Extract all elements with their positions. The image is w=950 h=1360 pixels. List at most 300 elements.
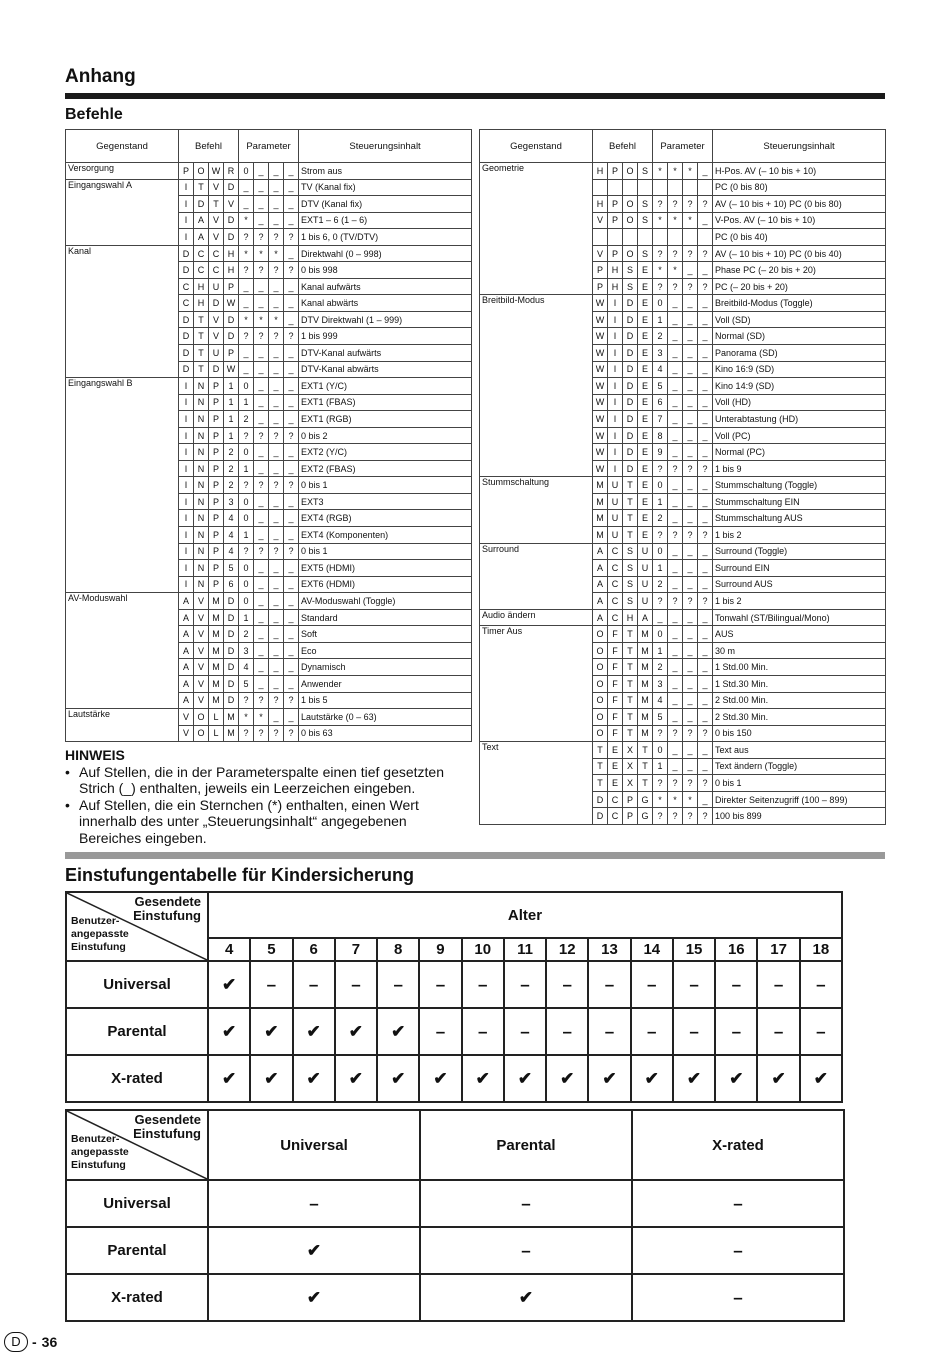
- command-char: [593, 229, 608, 246]
- rating-mark: –: [632, 1227, 844, 1274]
- description-cell: Kino 16:9 (SD): [713, 361, 886, 378]
- rating-row: [66, 1274, 844, 1321]
- description-cell: EXT3: [299, 493, 472, 510]
- description-cell: 100 bis 899: [713, 808, 886, 825]
- parameter-char: _: [269, 510, 284, 527]
- rating-mark: ✔: [250, 1008, 292, 1055]
- command-char: D: [623, 345, 638, 362]
- group-cell: [66, 642, 179, 659]
- command-char: C: [608, 791, 623, 808]
- command-char: 2: [224, 477, 239, 494]
- group-cell: [480, 311, 593, 328]
- parameter-char: ?: [239, 262, 254, 279]
- parameter-char: ?: [239, 477, 254, 494]
- description-cell: Anwender: [299, 675, 472, 692]
- parameter-char: *: [668, 212, 683, 229]
- command-char: W: [593, 311, 608, 328]
- parameter-char: _: [254, 460, 269, 477]
- command-char: L: [209, 709, 224, 726]
- parameter-char: *: [668, 791, 683, 808]
- description-cell: Standard: [299, 609, 472, 626]
- command-char: I: [179, 477, 194, 494]
- rating-mark: ✔: [208, 1008, 250, 1055]
- description-cell: 2 Std.00 Min.: [713, 692, 886, 709]
- command-char: D: [224, 642, 239, 659]
- group-cell: [66, 493, 179, 510]
- command-char: F: [608, 659, 623, 676]
- command-char: S: [623, 593, 638, 610]
- parameter-char: [653, 229, 668, 246]
- table-row: [66, 593, 472, 610]
- parameter-char: ?: [254, 328, 269, 345]
- parameter-char: _: [668, 427, 683, 444]
- command-char: O: [593, 626, 608, 643]
- age-cell: 10: [462, 938, 504, 961]
- command-char: I: [179, 196, 194, 213]
- command-char: S: [638, 163, 653, 180]
- parameter-char: _: [668, 626, 683, 643]
- command-char: E: [638, 378, 653, 395]
- parameter-char: _: [668, 742, 683, 759]
- parameter-char: _: [698, 692, 713, 709]
- parameter-char: 2: [239, 411, 254, 428]
- command-char: D: [593, 808, 608, 825]
- description-cell: 1 bis 5: [299, 692, 472, 709]
- parameter-char: 5: [653, 378, 668, 395]
- parameter-char: _: [284, 560, 299, 577]
- command-char: V: [593, 212, 608, 229]
- group-cell: [480, 427, 593, 444]
- rating-mark: –: [632, 1180, 844, 1227]
- parameter-char: _: [683, 709, 698, 726]
- rating-mark: –: [632, 1274, 844, 1321]
- parameter-char: 3: [653, 675, 668, 692]
- rating-label: Universal: [66, 1180, 208, 1227]
- rating-mark: ✔: [208, 1227, 420, 1274]
- parameter-char: 5: [653, 709, 668, 726]
- parameter-char: _: [239, 345, 254, 362]
- parameter-char: ?: [653, 593, 668, 610]
- description-cell: EXT6 (HDMI): [299, 576, 472, 593]
- description-cell: DTV-Kanal aufwärts: [299, 345, 472, 362]
- parameter-char: _: [269, 411, 284, 428]
- group-cell: [480, 444, 593, 461]
- command-char: E: [638, 295, 653, 312]
- description-cell: 0 bis 1: [299, 543, 472, 560]
- rating-mark: –: [631, 961, 673, 1008]
- command-char: I: [608, 345, 623, 362]
- command-char: I: [608, 295, 623, 312]
- command-char: H: [608, 262, 623, 279]
- group-cell: [66, 560, 179, 577]
- command-char: 5: [224, 560, 239, 577]
- rating-row: [66, 1227, 844, 1274]
- command-char: T: [638, 775, 653, 792]
- description-cell: Voll (SD): [713, 311, 886, 328]
- parameter-char: 0: [653, 742, 668, 759]
- table-row: [66, 427, 472, 444]
- group-cell: [66, 725, 179, 742]
- table-row: [66, 659, 472, 676]
- parameter-char: *: [239, 709, 254, 726]
- parameter-char: 2: [653, 510, 668, 527]
- command-char: W: [224, 295, 239, 312]
- command-char: A: [179, 593, 194, 610]
- command-char: T: [593, 742, 608, 759]
- command-char: V: [194, 593, 209, 610]
- command-char: E: [608, 775, 623, 792]
- parameter-char: _: [668, 560, 683, 577]
- note-title: HINWEIS: [65, 747, 125, 763]
- command-char: H: [623, 609, 638, 626]
- rating-mark: ✔: [208, 1274, 420, 1321]
- command-char: A: [593, 576, 608, 593]
- command-char: [608, 179, 623, 196]
- table-row: [480, 775, 886, 792]
- parameter-char: *: [254, 311, 269, 328]
- rating-mark: ✔: [800, 1055, 842, 1102]
- command-char: T: [623, 675, 638, 692]
- command-char: D: [224, 229, 239, 246]
- parameter-char: _: [284, 493, 299, 510]
- parameter-char: ?: [254, 477, 269, 494]
- command-char: F: [608, 725, 623, 742]
- command-char: D: [224, 675, 239, 692]
- parameter-char: _: [269, 593, 284, 610]
- parameter-char: *: [653, 163, 668, 180]
- table-row: [480, 808, 886, 825]
- command-char: F: [608, 626, 623, 643]
- command-char: D: [209, 295, 224, 312]
- description-cell: Voll (PC): [713, 427, 886, 444]
- command-char: W: [593, 295, 608, 312]
- command-char: U: [638, 560, 653, 577]
- command-char: O: [623, 212, 638, 229]
- parameter-char: _: [683, 361, 698, 378]
- command-char: A: [194, 212, 209, 229]
- description-cell: 1 bis 6, 0 (TV/DTV): [299, 229, 472, 246]
- command-char: N: [194, 527, 209, 544]
- age-cell: 18: [800, 938, 842, 961]
- parameter-char: ?: [284, 543, 299, 560]
- parameter-char: 4: [653, 361, 668, 378]
- rating-mark: –: [673, 961, 715, 1008]
- command-char: M: [209, 675, 224, 692]
- parameter-char: *: [683, 791, 698, 808]
- table-row: [480, 378, 886, 395]
- command-char: 1: [224, 394, 239, 411]
- command-char: P: [608, 245, 623, 262]
- description-cell: Unterabtastung (HD): [713, 411, 886, 428]
- command-char: V: [194, 692, 209, 709]
- parameter-char: _: [284, 295, 299, 312]
- rating-mark: ✔: [293, 1008, 335, 1055]
- description-cell: AV-Moduswahl (Toggle): [299, 593, 472, 610]
- group-cell: [66, 659, 179, 676]
- header-steuerungsinhalt: Steuerungsinhalt: [713, 130, 886, 163]
- group-cell: [480, 576, 593, 593]
- group-cell: Surround: [480, 543, 593, 560]
- parameter-char: *: [683, 212, 698, 229]
- rating-row: [66, 1055, 842, 1102]
- parameter-char: 0: [653, 543, 668, 560]
- parameter-char: ?: [269, 229, 284, 246]
- rating-label: Parental: [66, 1227, 208, 1274]
- description-cell: Text ändern (Toggle): [713, 758, 886, 775]
- rating-mark: –: [250, 961, 292, 1008]
- parameter-char: ?: [698, 196, 713, 213]
- language-badge: D: [4, 1332, 28, 1352]
- parameter-char: _: [284, 576, 299, 593]
- command-char: E: [638, 311, 653, 328]
- rating-mark: –: [546, 961, 588, 1008]
- description-cell: Stummschaltung AUS: [713, 510, 886, 527]
- command-char: E: [638, 361, 653, 378]
- command-char: 1: [224, 378, 239, 395]
- diag-top-label: Gesendete Einstufung: [133, 894, 201, 923]
- parameter-char: _: [683, 510, 698, 527]
- parameter-char: _: [284, 394, 299, 411]
- group-cell: [480, 212, 593, 229]
- parameter-char: ?: [269, 328, 284, 345]
- rating-mark: –: [420, 1227, 632, 1274]
- group-cell: [66, 311, 179, 328]
- parameter-char: _: [284, 163, 299, 180]
- rating-mark: ✔: [250, 1055, 292, 1102]
- parameter-char: _: [668, 758, 683, 775]
- command-char: I: [608, 378, 623, 395]
- command-char: 3: [224, 493, 239, 510]
- table-row: [66, 692, 472, 709]
- command-char: P: [608, 212, 623, 229]
- rating-age-table: [65, 891, 843, 1103]
- table-row: [480, 742, 886, 759]
- group-cell: [480, 659, 593, 676]
- description-cell: EXT5 (HDMI): [299, 560, 472, 577]
- parameter-char: _: [254, 411, 269, 428]
- group-cell: [66, 675, 179, 692]
- description-cell: Direktwahl (0 – 998): [299, 245, 472, 262]
- parameter-char: _: [284, 278, 299, 295]
- table-row: [66, 626, 472, 643]
- parameter-char: _: [254, 394, 269, 411]
- command-char: D: [224, 692, 239, 709]
- command-char: P: [209, 427, 224, 444]
- parameter-char: _: [698, 510, 713, 527]
- group-cell: Audio ändern: [480, 609, 593, 626]
- parameter-char: 2: [653, 328, 668, 345]
- command-char: D: [224, 593, 239, 610]
- parameter-char: _: [683, 394, 698, 411]
- description-cell: Kanal abwärts: [299, 295, 472, 312]
- group-cell: [66, 361, 179, 378]
- rating-mark: ✔: [631, 1055, 673, 1102]
- command-char: I: [179, 394, 194, 411]
- table-row: [66, 725, 472, 742]
- parameter-char: _: [668, 378, 683, 395]
- parameter-char: 5: [239, 675, 254, 692]
- parameter-char: _: [683, 543, 698, 560]
- parameter-char: *: [239, 311, 254, 328]
- command-char: N: [194, 394, 209, 411]
- group-cell: [480, 179, 593, 196]
- command-char: W: [593, 460, 608, 477]
- parameter-char: _: [683, 444, 698, 461]
- parameter-char: [698, 229, 713, 246]
- command-char: W: [224, 361, 239, 378]
- description-cell: Dynamisch: [299, 659, 472, 676]
- table-row: [66, 278, 472, 295]
- parameter-char: _: [668, 477, 683, 494]
- command-char: R: [224, 163, 239, 180]
- table-row: [480, 427, 886, 444]
- command-char: M: [638, 626, 653, 643]
- table-row: [480, 411, 886, 428]
- command-char: P: [224, 345, 239, 362]
- command-char: I: [608, 328, 623, 345]
- table-row: [66, 345, 472, 362]
- group-cell: [66, 196, 179, 213]
- command-char: V: [194, 642, 209, 659]
- parameter-char: _: [269, 212, 284, 229]
- table-row: [480, 675, 886, 692]
- command-char: H: [224, 262, 239, 279]
- parameter-char: _: [668, 609, 683, 626]
- command-char: O: [194, 163, 209, 180]
- parameter-char: 0: [239, 560, 254, 577]
- command-char: 2: [224, 460, 239, 477]
- parameter-char: _: [683, 493, 698, 510]
- parameter-char: ?: [698, 775, 713, 792]
- command-char: N: [194, 378, 209, 395]
- parameter-char: [683, 229, 698, 246]
- group-cell: [66, 543, 179, 560]
- age-cell: 7: [335, 938, 377, 961]
- age-cell: 9: [419, 938, 461, 961]
- parameter-char: _: [683, 560, 698, 577]
- parameter-char: _: [668, 328, 683, 345]
- group-cell: [480, 791, 593, 808]
- table-row: [66, 477, 472, 494]
- command-char: N: [194, 444, 209, 461]
- rating-mark: –: [588, 961, 630, 1008]
- parameter-char: 2: [653, 659, 668, 676]
- parameter-char: *: [254, 709, 269, 726]
- command-table-right: [479, 129, 886, 825]
- parameter-char: _: [683, 742, 698, 759]
- command-char: I: [179, 229, 194, 246]
- command-char: A: [638, 609, 653, 626]
- command-char: M: [209, 626, 224, 643]
- command-char: U: [608, 527, 623, 544]
- age-cell: 5: [250, 938, 292, 961]
- parameter-char: _: [254, 642, 269, 659]
- parameter-char: _: [698, 560, 713, 577]
- parameter-char: _: [254, 576, 269, 593]
- parameter-char: _: [668, 675, 683, 692]
- group-cell: Kanal: [66, 245, 179, 262]
- parameter-char: _: [284, 444, 299, 461]
- command-char: F: [608, 675, 623, 692]
- parameter-char: _: [254, 593, 269, 610]
- parameter-char: _: [683, 378, 698, 395]
- parameter-char: 2: [239, 626, 254, 643]
- command-char: P: [209, 543, 224, 560]
- group-cell: [66, 427, 179, 444]
- command-char: 1: [224, 427, 239, 444]
- table-row: [66, 560, 472, 577]
- command-char: I: [179, 444, 194, 461]
- parameter-char: ?: [653, 808, 668, 825]
- parameter-char: ?: [284, 328, 299, 345]
- parameter-char: _: [698, 609, 713, 626]
- table-row: [66, 394, 472, 411]
- parameter-char: _: [269, 626, 284, 643]
- diagonal-header-cell: [66, 892, 208, 961]
- parameter-char: ?: [668, 725, 683, 742]
- table-row: [66, 196, 472, 213]
- command-char: C: [179, 295, 194, 312]
- rating-mark: –: [377, 961, 419, 1008]
- parameter-char: ?: [668, 278, 683, 295]
- parameter-char: ?: [668, 527, 683, 544]
- age-cell: 6: [293, 938, 335, 961]
- command-char: E: [638, 278, 653, 295]
- parameter-char: ?: [653, 245, 668, 262]
- table-row: [480, 791, 886, 808]
- command-char: V: [209, 229, 224, 246]
- description-cell: PC (0 bis 80): [713, 179, 886, 196]
- rating-mark: ✔: [335, 1055, 377, 1102]
- table-row: [66, 295, 472, 312]
- parameter-char: ?: [653, 725, 668, 742]
- parameter-char: ?: [683, 775, 698, 792]
- parameter-char: _: [683, 576, 698, 593]
- command-char: D: [224, 328, 239, 345]
- table-row: [66, 609, 472, 626]
- age-cell: 8: [377, 938, 419, 961]
- parameter-char: _: [653, 609, 668, 626]
- parameter-char: ?: [668, 775, 683, 792]
- table-row: [66, 163, 472, 180]
- group-cell: [480, 345, 593, 362]
- parameter-char: _: [269, 709, 284, 726]
- parameter-char: _: [254, 626, 269, 643]
- diag-bottom-label: Benutzer-angepasste Einstufung: [71, 915, 129, 953]
- command-char: D: [623, 295, 638, 312]
- command-char: U: [638, 593, 653, 610]
- parameter-char: ?: [698, 527, 713, 544]
- rating-mark: ✔: [757, 1055, 799, 1102]
- description-cell: EXT1 (RGB): [299, 411, 472, 428]
- command-char: V: [179, 709, 194, 726]
- command-char: I: [608, 411, 623, 428]
- parameter-char: 0: [239, 444, 254, 461]
- group-cell: [480, 758, 593, 775]
- parameter-char: ?: [284, 427, 299, 444]
- command-char: F: [608, 642, 623, 659]
- command-char: I: [179, 576, 194, 593]
- table-row: [480, 510, 886, 527]
- description-cell: Normal (PC): [713, 444, 886, 461]
- parameter-char: _: [254, 345, 269, 362]
- parameter-char: 1: [239, 527, 254, 544]
- table-row: [66, 576, 472, 593]
- group-cell: [480, 493, 593, 510]
- parameter-char: [698, 179, 713, 196]
- command-char: A: [179, 675, 194, 692]
- command-char: M: [593, 493, 608, 510]
